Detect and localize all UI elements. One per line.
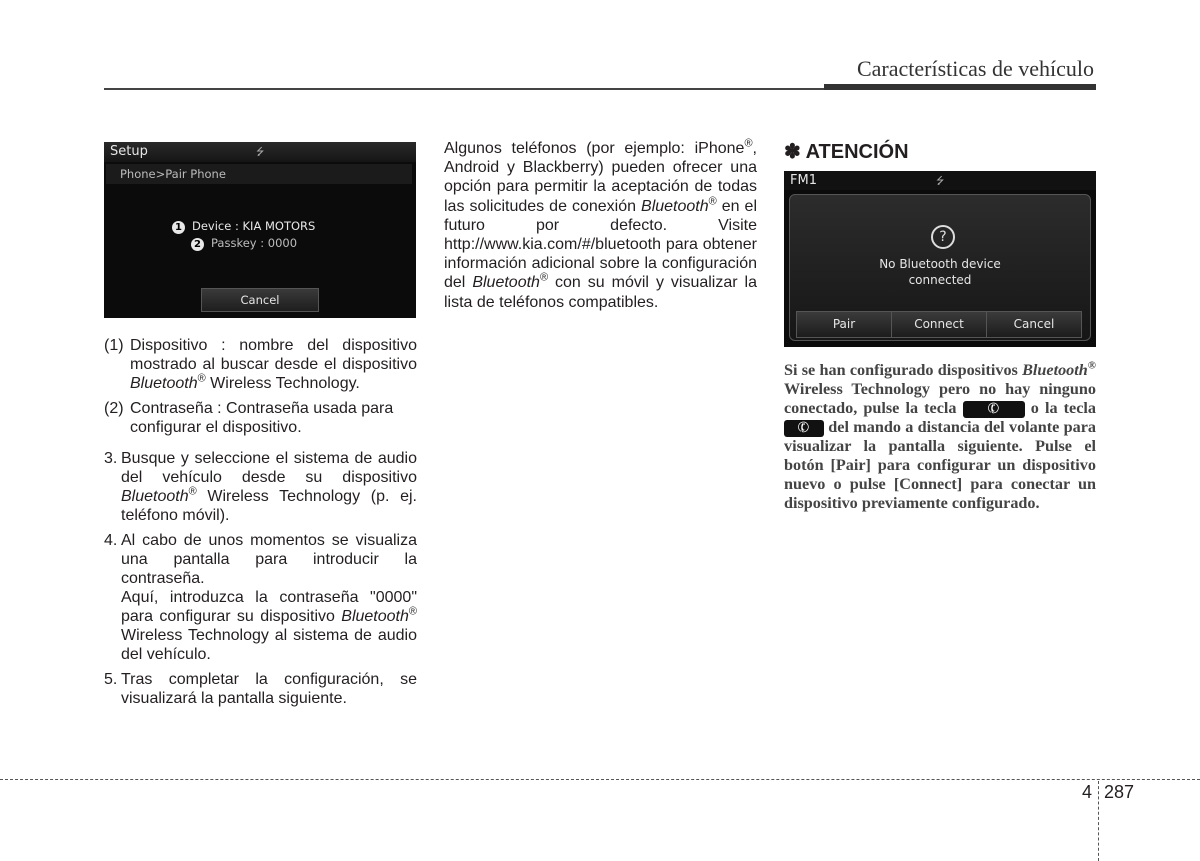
italic-term: Bluetooth <box>1022 361 1088 379</box>
text: en el futuro por defecto. Visite http://www.kia.com/#/bluetooth para obtener información adicional sobre la configuración del <box>444 197 758 292</box>
page-number: 287 <box>1104 782 1135 802</box>
cancel-button[interactable]: Cancel <box>201 288 319 312</box>
text: Dispositivo : nombre del dispositivo mostrado al buscar desde el dispositivo <box>130 337 417 373</box>
attention-heading: ✽ ATENCIÓN <box>784 141 909 163</box>
registered-mark: ® <box>197 372 206 385</box>
usb-icon: ⭍ <box>936 176 945 187</box>
marker-2: 2 <box>191 238 204 251</box>
column-2 <box>444 139 757 312</box>
text: Tras completar la configuración, se visualizará la pantalla siguiente. <box>121 671 417 707</box>
header-rule-accent <box>824 84 1096 90</box>
text: o la tecla <box>1024 399 1096 417</box>
pair-phone-screen <box>104 142 416 318</box>
step-3 <box>104 449 417 525</box>
text: Contraseña : Contraseña usada para configurar el dispositivo. <box>130 400 394 436</box>
marker-1: 1 <box>172 221 185 234</box>
no-device-screen <box>784 171 1096 347</box>
column-1 <box>104 336 417 714</box>
text: del mando a distancia del volante para visualizar la pantalla siguiente. Pulse el botón [Pair] para configurar un dispositivo nuevo o pulse [Connect] para conectar un dispositivo previamente configurado. <box>784 418 1096 512</box>
list-label: (2) <box>104 400 124 417</box>
step-label: 3. <box>104 450 118 467</box>
text: Al cabo de unos momentos se visualiza una pantalla para introducir la contraseña. <box>121 532 417 587</box>
phone-glyph: ✆ <box>985 400 1002 419</box>
registered-mark: ® <box>408 605 417 618</box>
text: Aquí, introduzca la contraseña "0000" para configurar su dispositivo <box>121 589 417 625</box>
cancel-button[interactable]: Cancel <box>986 311 1082 338</box>
usb-icon: ⭍ <box>256 147 265 158</box>
footer-vertical-divider <box>1098 781 1099 861</box>
passkey: Passkey : 0000 <box>211 236 298 250</box>
attention-note <box>784 361 1096 513</box>
header-title: Características de vehículo <box>856 56 1094 81</box>
device-name: Device : KIA MOTORS <box>192 219 316 233</box>
text: con su móvil y visualizar la lista de teléfonos compatibles. <box>444 274 758 311</box>
text: Si se han configurado dispositivos <box>784 361 1023 379</box>
text: Wireless Technology (p. ej. teléfono móvil). <box>121 488 417 524</box>
connect-button[interactable]: Connect <box>891 311 987 338</box>
italic-term: Bluetooth <box>341 608 409 625</box>
breadcrumb: Phone>Pair Phone <box>106 164 412 184</box>
registered-mark: ® <box>744 137 753 150</box>
registered-mark: ® <box>1087 359 1096 372</box>
list-item-1 <box>104 336 417 393</box>
italic-term: Bluetooth <box>472 274 540 292</box>
registered-mark: ® <box>708 195 717 208</box>
text: , Android y Blackberry) pueden ofrecer una opción para permitir la aceptación de todas las solicitudes de conexión <box>444 140 757 215</box>
text: Wireless Technology al sistema de audio del vehículo. <box>121 627 417 663</box>
passkey-row <box>191 236 297 251</box>
italic-term: Bluetooth <box>130 375 198 392</box>
screen-title: Setup <box>110 144 148 159</box>
list-item-2 <box>104 399 417 437</box>
device-row <box>172 219 315 234</box>
text: Wireless Technology. <box>205 375 360 392</box>
chapter-number: 4 <box>1082 782 1093 802</box>
step-4 <box>104 531 417 588</box>
step-4-detail <box>104 588 417 664</box>
italic-term: Bluetooth <box>121 488 189 505</box>
text: Busque y seleccione el sistema de audio del vehículo desde su dispositivo <box>121 450 417 486</box>
dialog-message-line-2: connected <box>908 273 972 287</box>
steering-phone-key-icon <box>784 420 824 437</box>
screen-title: FM1 <box>790 173 817 188</box>
phone-glyph: ✆ <box>795 419 813 438</box>
list-label: (1) <box>104 337 124 354</box>
registered-mark: ® <box>188 485 197 498</box>
header-rule <box>104 88 824 90</box>
question-icon: ? <box>931 225 955 249</box>
footer-divider <box>0 779 1200 780</box>
step-label: 4. <box>104 532 118 549</box>
text: Wireless Technology pero no hay ninguno conectado, pulse la tecla <box>784 380 1096 417</box>
italic-term: Bluetooth <box>641 197 709 215</box>
step-label: 5. <box>104 671 118 688</box>
dialog-message-line-1: No Bluetooth device <box>879 257 1001 271</box>
phone-key-icon <box>963 401 1025 418</box>
pair-button[interactable]: Pair <box>796 311 892 338</box>
step-5 <box>104 670 417 708</box>
registered-mark: ® <box>539 272 549 285</box>
text: Algunos teléfonos (por ejemplo: iPhone <box>444 140 745 157</box>
